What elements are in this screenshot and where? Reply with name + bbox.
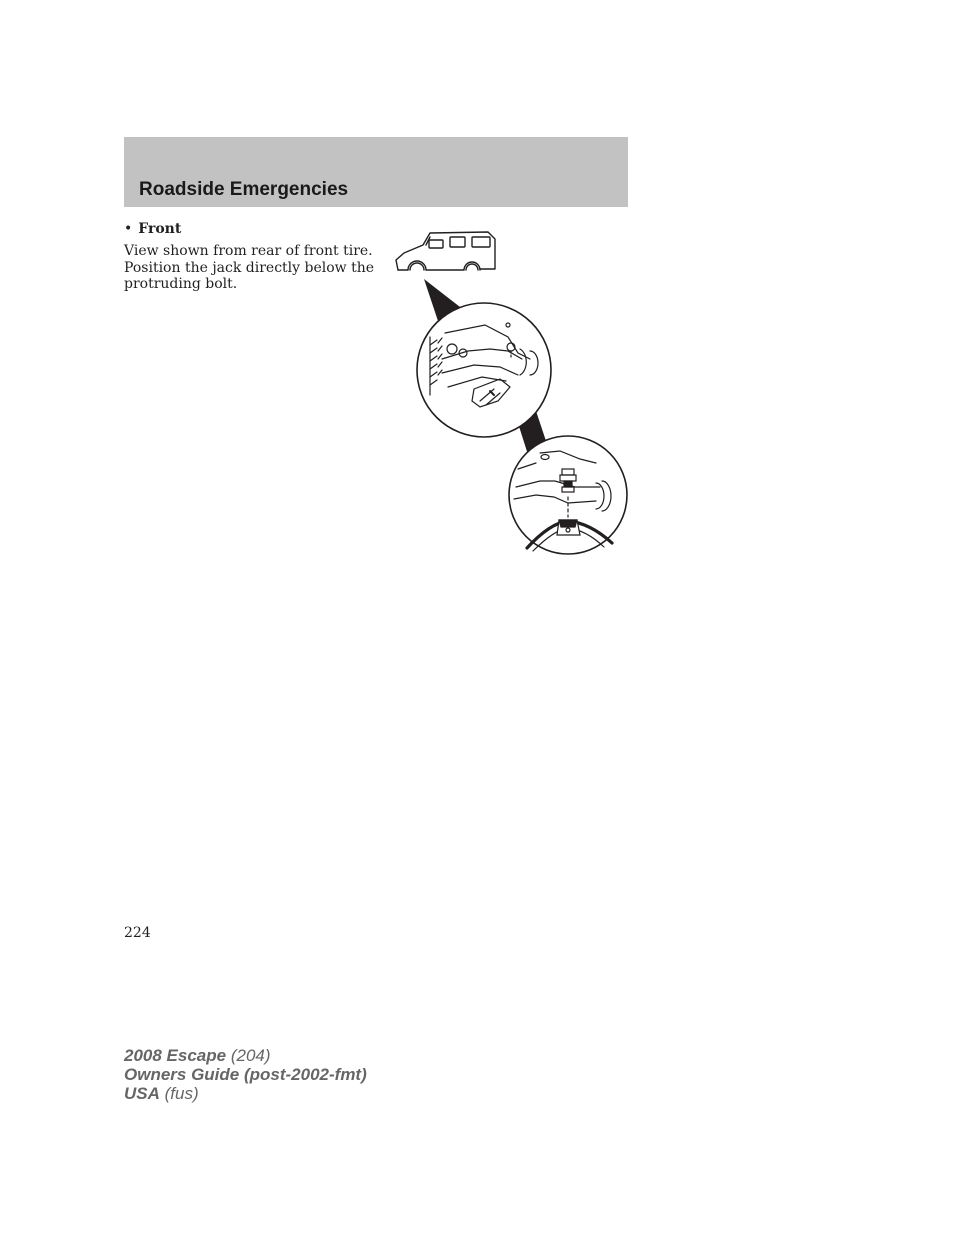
- instruction-line-1: View shown from rear of front tire.: [124, 243, 373, 259]
- footer-guide: Owners Guide (post-2002-fmt): [124, 1065, 367, 1084]
- jack-bolt-detail-circle: [509, 436, 627, 554]
- instruction-line-2: Position the jack directly below the: [124, 259, 375, 276]
- footer-line-market: [124, 1084, 367, 1103]
- jack-position-illustration: [390, 225, 630, 560]
- footer-market: USA: [124, 1084, 160, 1103]
- document-footer: [124, 1046, 367, 1103]
- page-number: 224: [124, 925, 151, 941]
- bullet-label: Front: [138, 221, 182, 237]
- section-title: Roadside Emergencies: [139, 179, 349, 200]
- bullet-item-front: [124, 220, 181, 238]
- footer-model-code: (204): [230, 1046, 271, 1065]
- instruction-line-3: protruding bolt.: [124, 276, 238, 293]
- footer-market-code: (fus): [164, 1084, 199, 1103]
- footer-line-guide: [124, 1065, 367, 1084]
- footer-line-model: [124, 1046, 367, 1065]
- instruction-text: [124, 243, 376, 293]
- bullet-symbol: •: [124, 221, 133, 237]
- suspension-detail-circle: [417, 303, 551, 437]
- footer-model: 2008 Escape: [124, 1046, 227, 1065]
- section-header-band: [124, 137, 628, 207]
- vehicle-outline-icon: [396, 232, 495, 270]
